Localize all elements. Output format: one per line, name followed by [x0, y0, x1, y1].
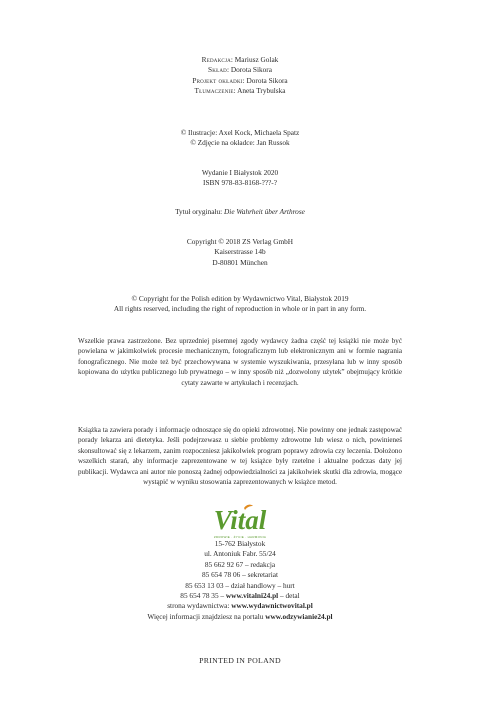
credit-translation: Tłumaczenie: Aneta Trybulska — [194, 86, 286, 96]
publisher-street: Kaiserstrasse 14b — [214, 247, 266, 257]
original-copyright-line: Copyright © 2018 ZS Verlag GmbH — [186, 237, 294, 246]
disclaimer-paragraph: Książka ta zawiera porady i informacje odnoszące się do opieki zdrowotnej. Nie powinny one jednak zastępować porady lekarza ani dietetyka. Jeśli podejrzewasz u siebie problemy zdrowotne lub wiesz o nich, powinieneś skonsultować się z lekarzem, zanim rozpoczniesz jakikolwiek program poprawy zdrowia czy leczenia. Dołożono wszelkich starań, aby informacje zaprezentowane w tej książce były rzetelne i aktualne podczas daty jej publikacji. Wydawca ani autor nie ponoszą żadnej odpowiedzialności za jakikolwiek skutki dla zdrowia, mogące wystąpić w wyniku stosowania zaprezentowanych w książce metod. — [78, 426, 402, 487]
printed-in-poland: PRINTED IN POLAND — [199, 656, 281, 665]
edition-block — [0, 168, 480, 189]
phone-editorial: 85 662 92 67 – redakcja — [204, 559, 276, 569]
polish-copyright-block — [0, 294, 480, 315]
address-block — [0, 539, 480, 622]
illustrations-block — [0, 128, 480, 149]
phone-sales: 85 653 13 03 – dział handlowy – hurt — [185, 580, 295, 590]
publisher-city: D-80801 München — [212, 257, 268, 267]
credit-typesetting: Skład: Dorota Sikora — [208, 65, 272, 75]
logo-tagline: ZDROWIE · ŻYCIE · HARMONIA — [213, 535, 267, 539]
phone-secretariat: 85 654 78 06 – sekretariat — [202, 570, 278, 580]
address-city: 15-762 Białystok — [214, 539, 266, 548]
publisher-website: strona wydawnictwa: www.wydawnictwovital.pl — [167, 601, 313, 611]
logo-text: Vital — [213, 505, 267, 535]
original-title-block — [0, 207, 480, 217]
vital-logo-icon — [200, 503, 280, 541]
portal-link[interactable]: www.odzywianie24.pl — [265, 611, 333, 621]
original-title-label: Tytuł oryginału: — [175, 207, 223, 216]
phone-retail: 85 654 78 35 – www.vitalni24.pl – detal — [180, 591, 300, 601]
cover-photo-line: © Zdjęcie na okładce: Jan Russok — [190, 138, 290, 148]
isbn-line: ISBN 978-83-8168-???-? — [203, 178, 277, 188]
publisher-website-link[interactable]: www.wydawnictwovital.pl — [231, 601, 313, 611]
original-title: Die Wahrheit über Arthrose — [224, 207, 305, 216]
credit-cover: Projekt okładki: Dorota Sikora — [192, 75, 288, 85]
original-copyright-block — [0, 237, 480, 268]
edition-line: Wydanie I Białystok 2020 — [201, 168, 279, 177]
portal-info: Więcej informacji znajdziesz na portalu www.odzywianie24.pl — [147, 611, 333, 621]
address-street: ul. Antoniuk Fabr. 55/24 — [204, 549, 276, 559]
retail-link[interactable]: www.vitalni24.pl — [225, 591, 279, 601]
credit-editor: Redakcja: Mariusz Golak — [201, 55, 279, 64]
all-rights-line: All rights reserved, including the right of reproduction in whole or in part in any form. — [113, 304, 367, 314]
polish-copyright-line: © Copyright for the Polish edition by Wydawnictwo Vital, Białystok 2019 — [131, 294, 349, 303]
illustrations-line: © Ilustracje: Axel Kock, Michaela Spatz — [180, 128, 300, 137]
rights-paragraph: Wszelkie prawa zastrzeżone. Bez uprzedniej pisemnej zgody wydawcy żadna część tej książki nie może być powielana w jakimkolwiek procesie mechanicznym, fotograficznym lub elektronicznym ani w formie nagrania fonograficznego. Nie może też być przechowywana w systemie wyszukiwania, przesyłana lub w inny sposób kopiowana do użytku publicznego lub prywatnego – w inny sposób niż „dozwolony użytek” obejmujący krótkie cytaty zawarte w artykułach i recenzjach. — [78, 337, 402, 387]
credits-block — [0, 55, 480, 97]
